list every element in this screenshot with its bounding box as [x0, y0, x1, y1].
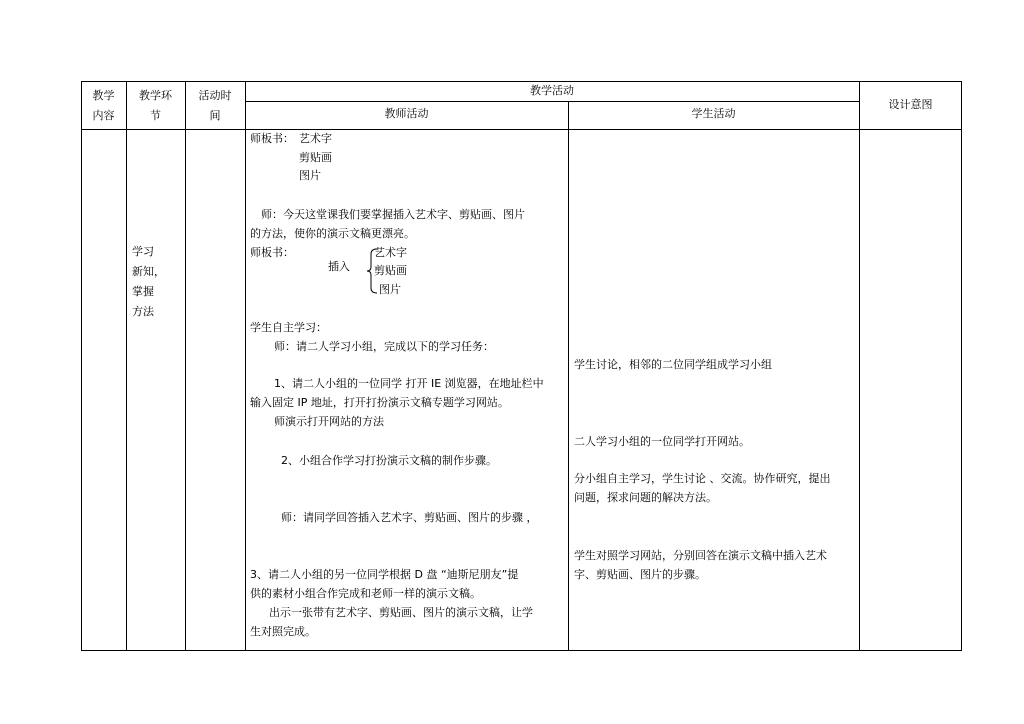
section-line: 新知， — [132, 265, 165, 278]
section-line: 方法 — [132, 305, 154, 318]
table-divider — [568, 101, 569, 651]
insert-item: 艺术字 — [374, 246, 407, 259]
header-design-intent: 设计意图 — [888, 98, 933, 111]
header-teaching-stage — [126, 86, 185, 126]
table-divider — [859, 81, 860, 651]
task-intro: 师：请二人学习小组，完成以下的学习任务： — [274, 340, 494, 353]
header-text: 节 — [150, 109, 161, 122]
insert-label: 插入 — [328, 260, 350, 273]
header-teaching-activities: 教学活动 — [530, 84, 574, 97]
teacher-intro: 师：今天这堂课我们要掌握插入艺术字、剪贴画、图片 — [261, 208, 525, 221]
student-activity: 学生对照学习网站，分别回答在演示文稿中插入艺术 — [574, 549, 827, 562]
task-1: 1、请二人小组的一位同学 打开 IE 浏览器，在地址栏中 — [274, 377, 544, 390]
teacher-show: 生对照完成。 — [250, 625, 316, 638]
task-3: 3、请二人小组的另一位同学根据 D 盘 “迪斯尼朋友”提 — [250, 568, 519, 581]
table-divider — [245, 101, 859, 102]
table-divider — [185, 81, 186, 651]
header-activity-time — [185, 86, 245, 126]
student-activity: 分小组自主学习，学生讨论 、交流。协作研究，提出 — [574, 472, 831, 485]
header-text: 教学 — [92, 89, 115, 102]
header-teacher-activity: 教师活动 — [384, 107, 429, 120]
table-divider — [245, 81, 246, 651]
header-text: 内容 — [92, 109, 115, 122]
board-item: 剪贴画 — [299, 151, 332, 164]
student-activity: 问题，探求问题的解决方法。 — [574, 491, 717, 504]
board-label: 师板书： — [250, 246, 294, 259]
table-divider — [81, 129, 962, 130]
teacher-intro: 的方法，使你的演示文稿更漂亮。 — [250, 227, 415, 240]
header-teaching-content — [81, 86, 126, 126]
board-item: 图片 — [299, 169, 321, 182]
insert-item: 图片 — [379, 283, 401, 296]
section-label — [132, 242, 165, 322]
board-item: 艺术字 — [299, 132, 332, 145]
insert-item: 剪贴画 — [374, 264, 407, 277]
lesson-plan-table — [81, 81, 962, 651]
task-1: 输入固定 IP 地址，打开打扮演示文稿专题学习网站。 — [250, 396, 509, 409]
teacher-question: 师：请同学回答插入艺术字、剪贴画、图片的步骤 ， — [281, 511, 538, 524]
self-study-label: 学生自主学习： — [250, 321, 327, 334]
student-activity: 字、剪贴画、图片的步骤。 — [574, 568, 706, 581]
board-label: 师板书： — [250, 132, 294, 145]
header-text: 活动时 — [198, 89, 232, 102]
task-2: 2、小组合作学习打扮演示文稿的制作步骤。 — [281, 454, 497, 467]
table-divider — [126, 81, 127, 651]
header-student-activity: 学生活动 — [691, 107, 736, 120]
teacher-show: 出示一张带有艺术字、剪贴画、图片的演示文稿，让学 — [269, 606, 533, 619]
task-1-demo: 师演示打开网站的方法 — [274, 415, 384, 428]
student-activity: 二人学习小组的一位同学打开网站。 — [574, 435, 750, 448]
section-line: 学习 — [132, 245, 154, 258]
task-3: 供的素材小组合作完成和老师一样的演示文稿。 — [250, 587, 481, 600]
student-activity: 学生讨论，相邻的二位同学组成学习小组 — [574, 358, 772, 371]
header-text: 教学环 — [139, 89, 172, 102]
section-line: 掌握 — [132, 285, 154, 298]
header-text: 间 — [209, 109, 221, 122]
